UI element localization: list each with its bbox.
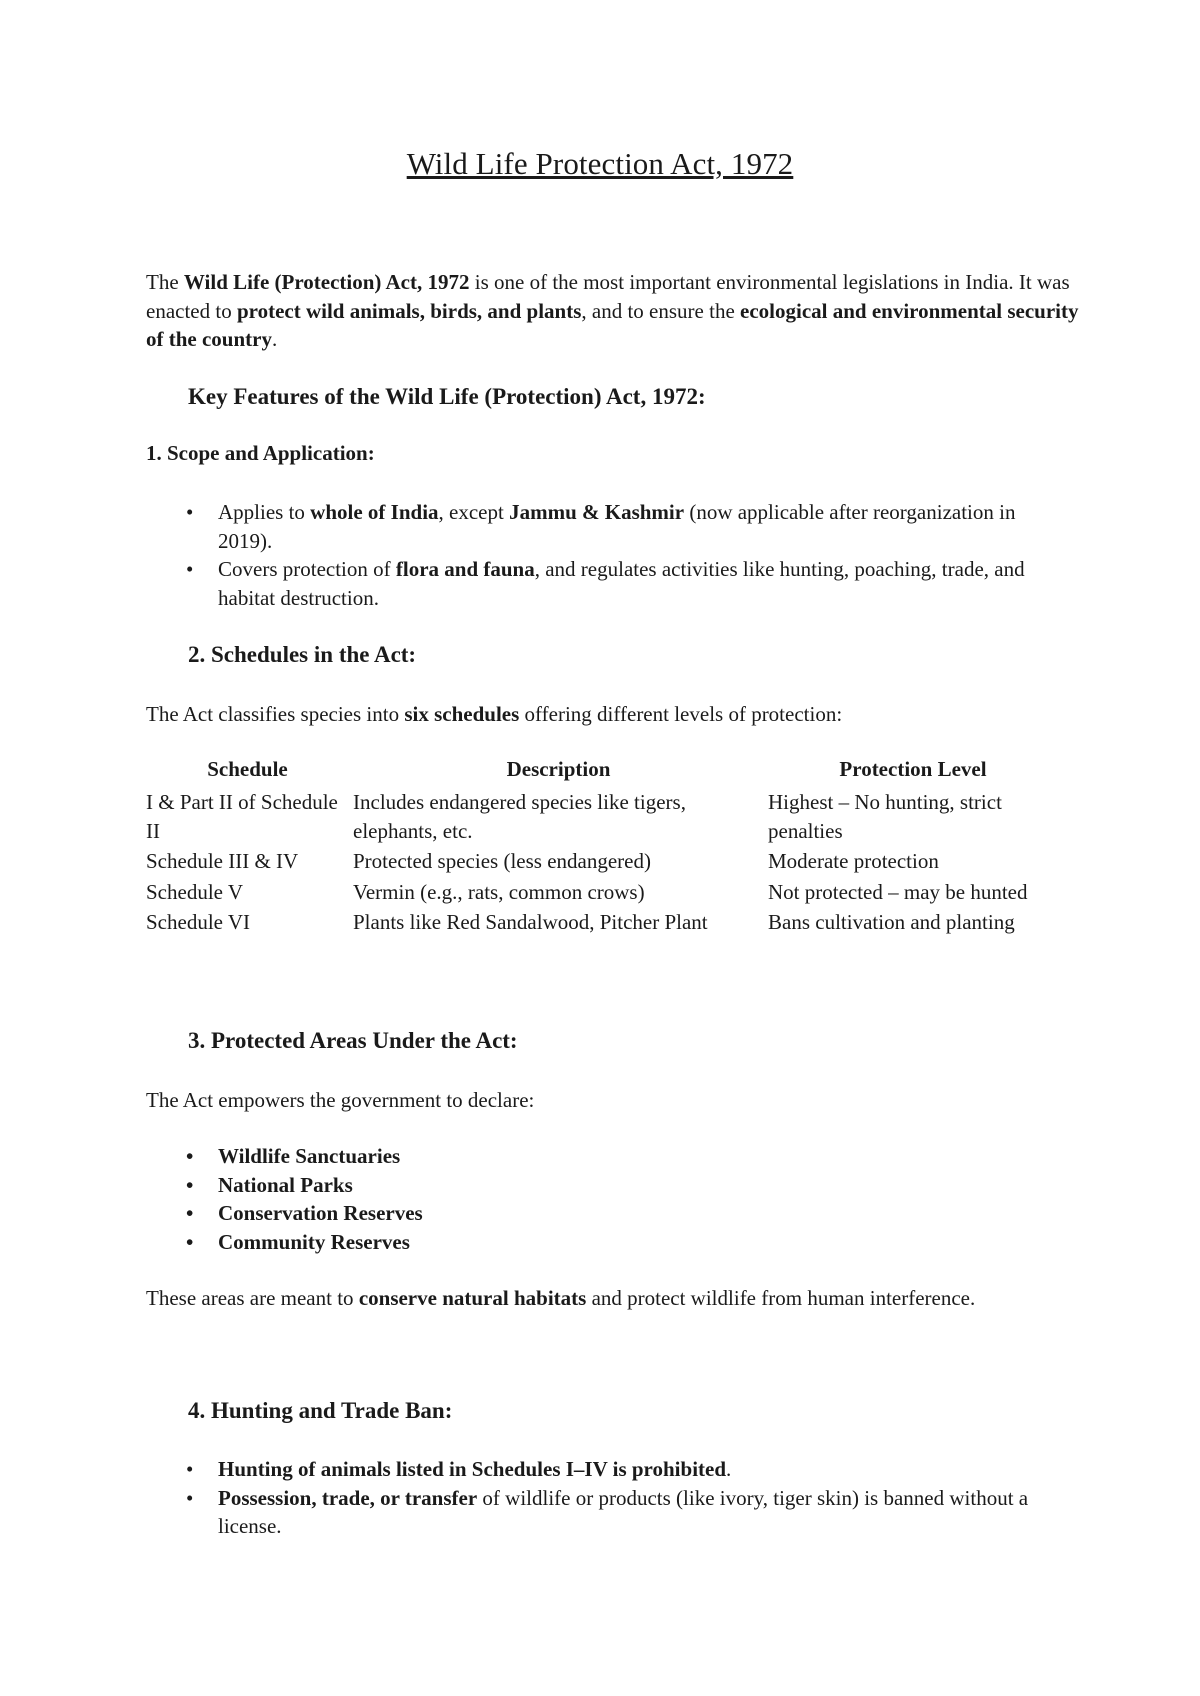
table-cell: Plants like Red Sandalwood, Pitcher Plant — [353, 910, 708, 934]
section-2-intro: The Act classifies species into six schedules offering different levels of protection: — [146, 702, 843, 726]
list-item: • Covers protection of flora and fauna, and regulates activities like hunting, poaching, trade, and habitat destruction. — [186, 557, 1025, 610]
section-2-heading: 2. Schedules in the Act: — [188, 642, 417, 667]
section-4-bullet-list — [146, 1455, 1066, 1541]
intro-paragraph: The Wild Life (Protection) Act, 1972 is one of the most important environmental legislations in India. It was enacted to protect wild animals, birds, and plants, and to ensure the ecological and environmental security of the country. — [146, 270, 1079, 351]
table-cell: Highest – No hunting, strict penalties — [768, 790, 1002, 843]
table-cell: I & Part II of Schedule II — [146, 790, 338, 843]
bullet-icon: • — [186, 1172, 194, 1197]
list-item: • Community Reserves — [146, 1228, 1066, 1257]
table-cell: Schedule V — [146, 879, 244, 904]
table-row — [144, 908, 1060, 939]
column-header-description: Description — [506, 757, 611, 781]
table-cell: Includes endangered species like tigers, elephants, etc. — [353, 790, 686, 843]
key-features-heading: Key Features of the Wild Life (Protection) Act, 1972: — [188, 384, 706, 409]
bullet-icon: • — [186, 1229, 194, 1254]
section-3-intro: The Act empowers the government to declare: — [146, 1088, 535, 1112]
list-item: • Applies to whole of India, except Jammu & Kashmir (now applicable after reorganization in 2019). — [186, 500, 1016, 553]
schedules-table — [144, 756, 1060, 939]
bullet-icon: • — [186, 1144, 194, 1168]
document-title: Wild Life Protection Act, 1972 — [406, 146, 794, 181]
column-header-schedule: Schedule — [207, 757, 288, 781]
table-cell: Moderate protection — [768, 849, 939, 873]
table-row — [144, 788, 1060, 847]
list-item: • Possession, trade, or transfer of wildlife or products (like ivory, tiger skin) is banned without a license. — [186, 1485, 1029, 1538]
table-cell: Bans cultivation and planting — [768, 910, 1015, 934]
table-header-row — [144, 756, 1060, 788]
section-4-heading: 4. Hunting and Trade Ban: — [188, 1398, 453, 1423]
table-row — [144, 878, 1060, 909]
list-item: • Conservation Reserves — [146, 1199, 1066, 1228]
bullet-icon: • — [186, 557, 194, 581]
section-3-bullet-list — [146, 1142, 1066, 1256]
list-item: • Wildlife Sanctuaries — [146, 1142, 1066, 1171]
table-cell: Not protected – may be hunted — [768, 879, 1028, 904]
table-cell: Protected species (less endangered) — [353, 849, 651, 873]
section-1-bullet-list — [146, 498, 1066, 612]
bullet-icon: • — [186, 500, 194, 524]
section-3-heading: 3. Protected Areas Under the Act: — [188, 1028, 518, 1053]
table-cell: Schedule III & IV — [146, 849, 299, 873]
bullet-icon: • — [186, 1201, 194, 1225]
bullet-icon: • — [186, 1485, 194, 1510]
table-cell: Schedule VI — [146, 910, 251, 934]
list-item: • Hunting of animals listed in Schedules I–IV is prohibited. — [146, 1455, 1066, 1484]
list-item: • National Parks — [146, 1171, 1066, 1200]
column-header-protection-level: Protection Level — [839, 757, 987, 781]
section-1-heading: 1. Scope and Application: — [146, 441, 375, 465]
table-cell: Vermin (e.g., rats, common crows) — [353, 879, 645, 904]
section-3-closing: These areas are meant to conserve natural habitats and protect wildlife from human interference. — [146, 1286, 976, 1310]
bullet-icon: • — [186, 1457, 194, 1481]
table-row — [144, 847, 1060, 878]
